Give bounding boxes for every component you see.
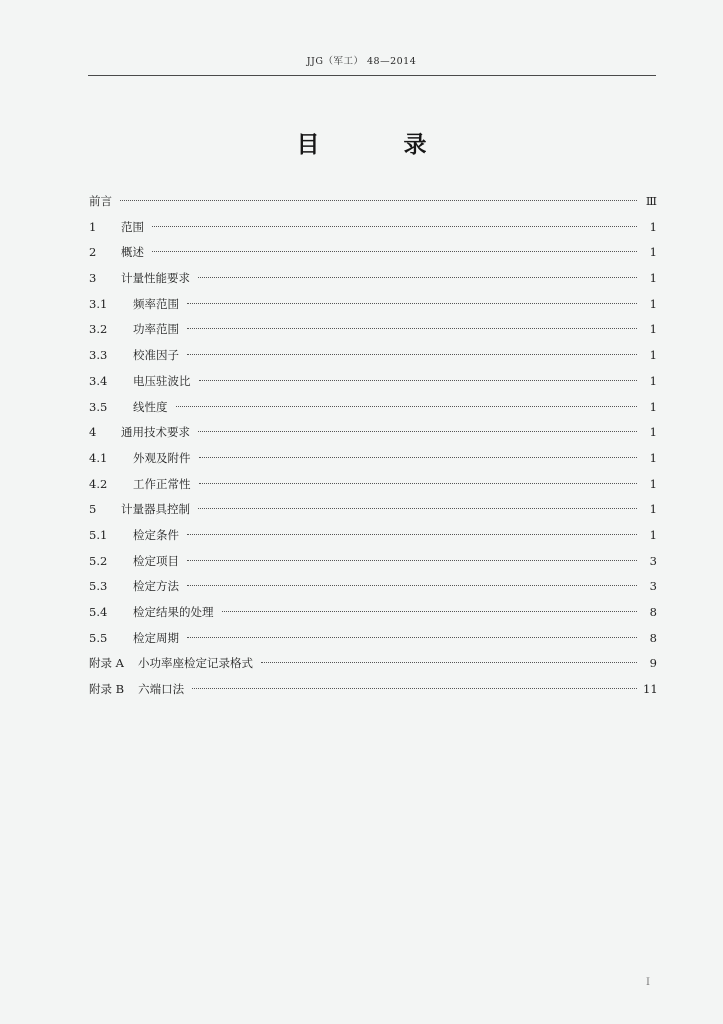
- toc-entry[interactable]: [89, 472, 657, 498]
- toc-entry[interactable]: [89, 395, 657, 421]
- toc-entry-title: 计量器具控制: [121, 502, 190, 517]
- toc-entry-page: 11: [643, 682, 658, 697]
- toc-entry-page: 1: [649, 450, 657, 465]
- dot-leader: [187, 354, 637, 355]
- toc-entry-page: 1: [649, 322, 657, 337]
- toc-entry[interactable]: [89, 600, 657, 626]
- toc-entry-number: 1: [89, 219, 97, 234]
- dot-leader: [176, 406, 638, 407]
- table-of-contents: [89, 189, 657, 703]
- toc-entry-page: 1: [649, 399, 657, 414]
- toc-entry-number: 4.2: [89, 476, 108, 491]
- toc-entry-page: 1: [649, 348, 657, 363]
- dot-leader: [152, 251, 637, 252]
- toc-entry[interactable]: [89, 317, 657, 343]
- dot-leader: [120, 200, 637, 201]
- document-code: JJG（军工） 48—2014: [306, 56, 417, 67]
- toc-entry-number: 附录 B: [89, 682, 125, 697]
- toc-entry[interactable]: [89, 523, 657, 549]
- dot-leader: [199, 483, 638, 484]
- toc-entry-title: 检定结果的处理: [133, 605, 214, 619]
- toc-entry-title: 线性度: [133, 399, 168, 414]
- dot-leader: [187, 637, 637, 638]
- header-rule: [88, 75, 656, 76]
- toc-entry-title: 通用技术要求: [121, 425, 190, 440]
- dot-leader: [199, 380, 638, 381]
- toc-entry-number: 3.2: [89, 322, 108, 337]
- toc-entry-number: 4.1: [89, 450, 108, 465]
- dot-leader: [152, 226, 637, 227]
- toc-entry-title: 六端口法: [138, 682, 185, 697]
- toc-entry-number: 5.2: [89, 553, 108, 568]
- toc-entry-number: 5.4: [89, 605, 108, 619]
- dot-leader: [187, 560, 637, 561]
- toc-entry[interactable]: [89, 677, 657, 703]
- toc-entry-number: 附录 A: [89, 656, 124, 671]
- toc-entry-number: 3.4: [89, 373, 108, 388]
- toc-entry-title: 小功率座检定记录格式: [137, 656, 253, 671]
- toc-entry[interactable]: [89, 189, 657, 215]
- toc-entry-page: 1: [649, 527, 657, 542]
- toc-title: 目 录: [296, 132, 465, 158]
- dot-leader: [187, 303, 637, 304]
- toc-entry-number: 5.3: [89, 579, 108, 594]
- toc-entry[interactable]: [89, 651, 657, 677]
- dot-leader: [198, 431, 637, 432]
- dot-leader: [192, 688, 637, 689]
- toc-entry-title: 频率范围: [133, 296, 179, 311]
- toc-entry[interactable]: [89, 240, 657, 266]
- toc-entry[interactable]: [89, 446, 657, 472]
- toc-entry-page: 9: [649, 656, 657, 671]
- toc-entry[interactable]: [89, 549, 657, 575]
- toc-entry[interactable]: [89, 574, 657, 600]
- toc-entry-number: 2: [89, 245, 97, 260]
- toc-entry[interactable]: [89, 266, 657, 292]
- toc-entry-number: 3: [89, 271, 97, 286]
- toc-entry-page: 8: [649, 630, 657, 645]
- toc-entry[interactable]: [89, 420, 657, 446]
- dot-leader: [187, 585, 637, 586]
- toc-entry-page: 1: [649, 245, 657, 260]
- toc-entry-number: 3.5: [89, 399, 108, 414]
- toc-entry-title: 检定条件: [133, 527, 179, 542]
- page-number: I: [646, 977, 650, 988]
- toc-entry-number: 3.1: [89, 296, 108, 311]
- toc-entry-number: 4: [89, 425, 97, 440]
- toc-entry-title: 外观及附件: [133, 450, 191, 465]
- toc-entry-title: 前言: [89, 194, 112, 208]
- toc-entry-number: 5.1: [89, 527, 108, 542]
- toc-entry-page: 1: [649, 296, 657, 311]
- toc-entry-title: 工作正常性: [133, 476, 191, 491]
- toc-entry-title: 范围: [121, 219, 144, 234]
- toc-entry-title: 计量性能要求: [121, 271, 190, 286]
- dot-leader: [198, 277, 637, 278]
- toc-entry[interactable]: [89, 292, 657, 318]
- dot-leader: [187, 328, 637, 329]
- toc-entry[interactable]: [89, 343, 657, 369]
- toc-entry-title: 检定周期: [133, 630, 179, 645]
- toc-entry-number: 5.5: [89, 630, 108, 645]
- toc-entry-title: 校准因子: [133, 348, 179, 363]
- toc-entry-page: 1: [649, 271, 657, 286]
- toc-entry-number: 3.3: [89, 348, 108, 363]
- dot-leader: [187, 534, 637, 535]
- toc-entry-page: 3: [649, 553, 657, 568]
- toc-entry-page: 8: [649, 605, 657, 619]
- toc-entry-page: 3: [649, 579, 657, 594]
- dot-leader: [222, 611, 638, 612]
- dot-leader: [261, 662, 637, 663]
- toc-entry-page: 1: [649, 373, 657, 388]
- toc-entry-page: 1: [649, 502, 657, 517]
- toc-entry-title: 检定方法: [133, 579, 179, 594]
- toc-entry-page: Ⅲ: [645, 194, 657, 208]
- toc-entry-page: 1: [649, 425, 657, 440]
- toc-entry[interactable]: [89, 369, 657, 395]
- toc-entry[interactable]: [89, 497, 657, 523]
- toc-entry-number: 5: [89, 502, 97, 517]
- toc-entry-title: 检定项目: [133, 553, 179, 568]
- toc-entry[interactable]: [89, 215, 657, 241]
- toc-entry-title: 功率范围: [133, 322, 179, 337]
- toc-entry-title: 概述: [121, 245, 144, 260]
- dot-leader: [198, 508, 637, 509]
- dot-leader: [199, 457, 638, 458]
- toc-entry-page: 1: [649, 476, 657, 491]
- toc-entry-page: 1: [649, 219, 657, 234]
- toc-entry[interactable]: [89, 626, 657, 652]
- toc-entry-title: 电压驻波比: [133, 373, 191, 388]
